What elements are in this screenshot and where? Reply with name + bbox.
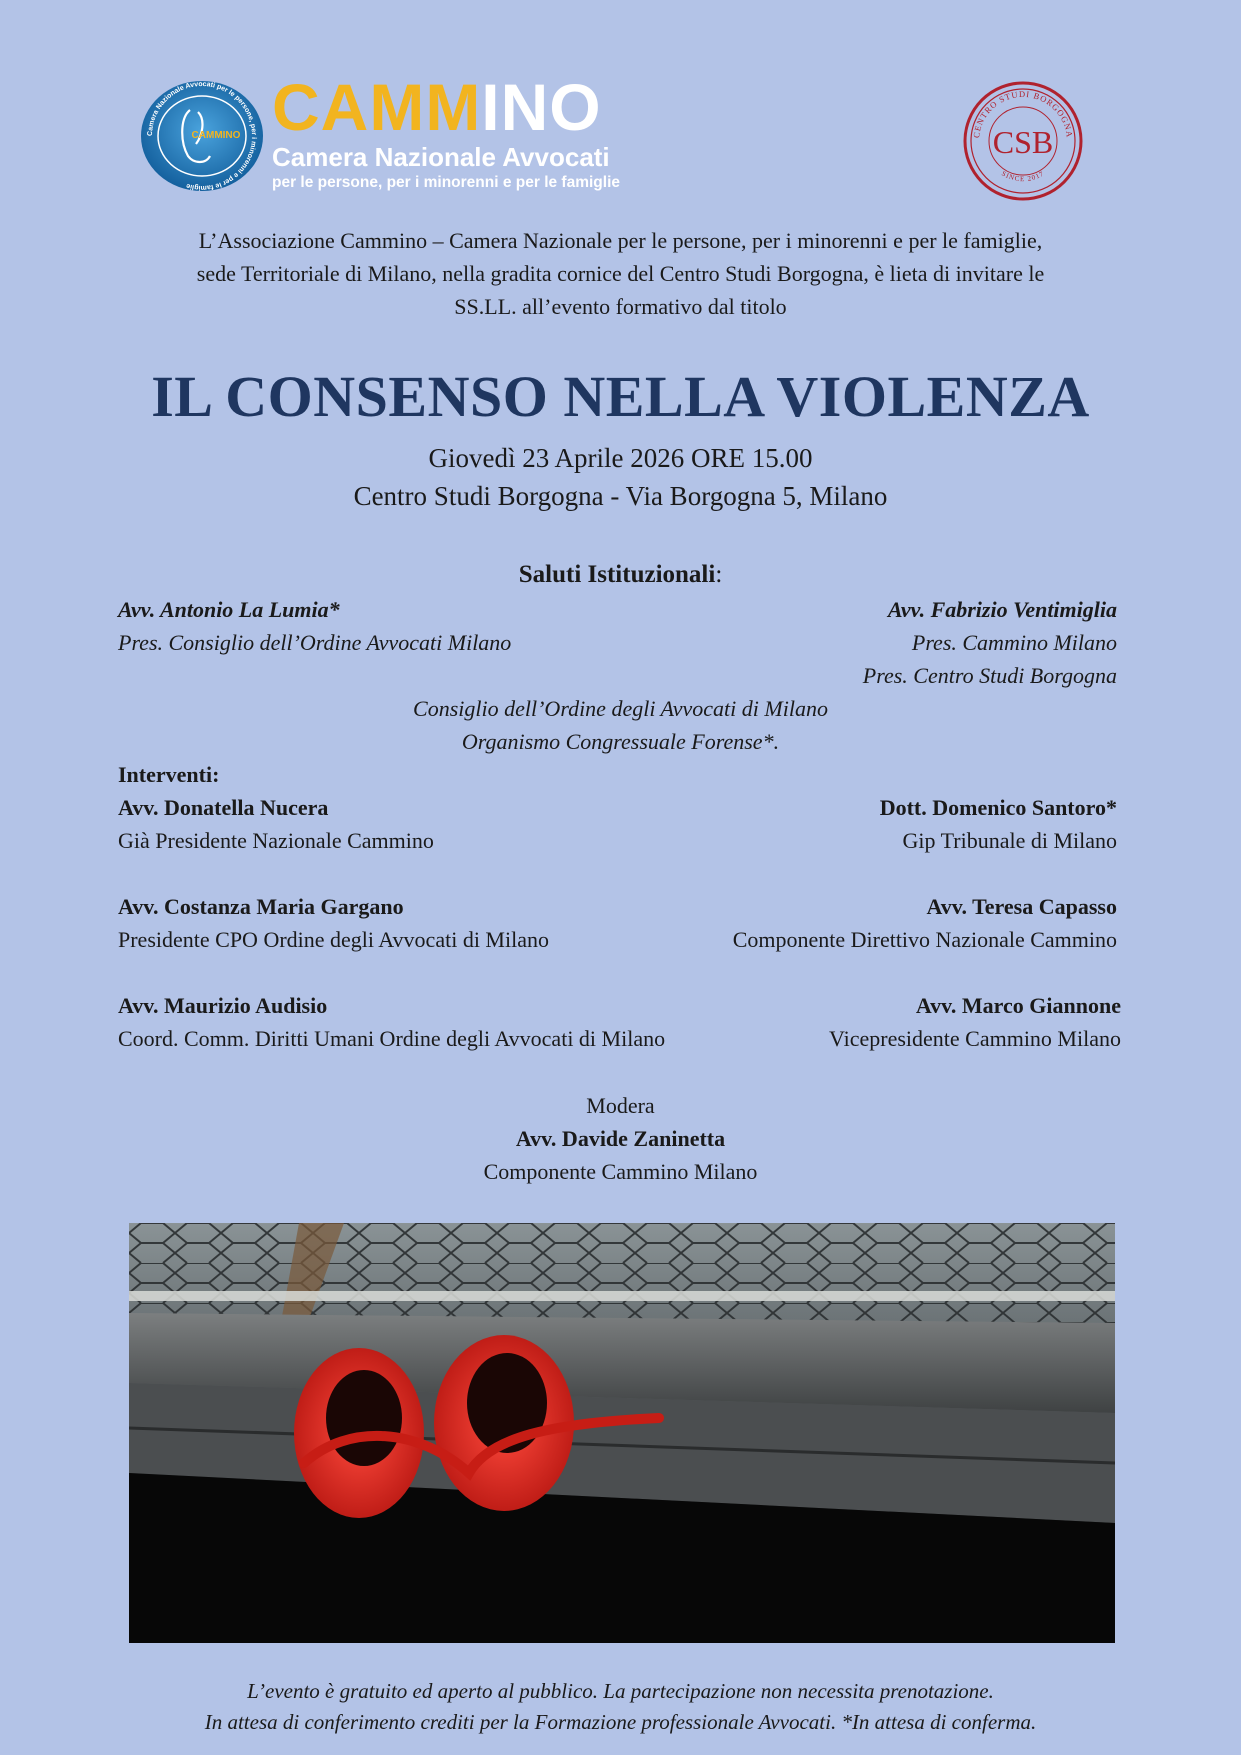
event-date: Giovedì 23 Aprile 2026 ORE 15.00 xyxy=(428,443,813,473)
interventi-label: Interventi: xyxy=(118,762,220,787)
cammino-wordmark-title xyxy=(272,72,692,142)
speaker-role: Coord. Comm. Diritti Umani Ordine degli Avvocati di Milano xyxy=(118,1026,666,1051)
event-venue: Centro Studi Borgogna - Via Borgogna 5, Milano xyxy=(353,481,888,511)
intervento-right-1 xyxy=(557,791,1117,857)
intro-line: L’Associazione Cammino – Camera Nazionale per le persone, per i minorenni e per le famiglie, xyxy=(198,228,1043,253)
footer-notes xyxy=(0,1676,1241,1738)
red-shoes-photo xyxy=(129,1223,1115,1643)
wordmark-part-1: CAM xyxy=(272,70,426,144)
speaker-name: Avv. Costanza Maria Gargano xyxy=(118,894,404,919)
saluti-heading xyxy=(0,558,1241,592)
svg-text:SINCE 2017 xyxy=(1000,170,1046,184)
intro-line: SS.LL. all’evento formativo dal titolo xyxy=(454,294,787,319)
wordmark-part-2: M xyxy=(425,70,482,144)
cammino-wordmark xyxy=(272,72,692,194)
intervento-right-2 xyxy=(637,890,1117,956)
speaker-role: Già Presidente Nazionale Cammino xyxy=(118,828,434,853)
moderator-role: Componente Cammino Milano xyxy=(483,1159,758,1184)
csb-seal-logo xyxy=(962,80,1084,202)
event-title: IL CONSENSO NELLA VIOLENZA xyxy=(151,364,1090,429)
seal-monogram: CSB xyxy=(992,124,1054,160)
saluti-heading-text: Saluti Istituzionali xyxy=(518,561,716,588)
institution-line: Organismo Congressuale Forense*. xyxy=(461,729,780,754)
moderator-label: Modera xyxy=(586,1093,655,1118)
saluti-heading-colon: : xyxy=(715,561,723,588)
speaker-role: Vicepresidente Cammino Milano xyxy=(829,1026,1121,1051)
speaker-name: Avv. Teresa Capasso xyxy=(926,894,1117,919)
speaker-role: Pres. Consiglio dell’Ordine Avvocati Milano xyxy=(118,630,512,655)
saluti-institutions xyxy=(0,692,1241,758)
emblem-ring-text: Camera Nazionale Avvocati per le persone, per i minorenni e per le famiglie xyxy=(146,80,258,192)
speaker-role: Presidente CPO Ordine degli Avvocati di Milano xyxy=(118,927,549,952)
institution-line: Consiglio dell’Ordine degli Avvocati di Milano xyxy=(413,696,828,721)
right-shoe xyxy=(434,1335,574,1511)
moderator-name: Avv. Davide Zaninetta xyxy=(515,1126,726,1151)
speaker-role: Gip Tribunale di Milano xyxy=(902,828,1117,853)
speaker-role: Pres. Centro Studi Borgogna xyxy=(862,663,1117,688)
speaker-name: Avv. Marco Giannone xyxy=(915,993,1121,1018)
cammino-wordmark-tagline: per le persone, per i minorenni e per le famiglie xyxy=(272,174,620,191)
saluti-right-speaker xyxy=(557,593,1117,692)
speaker-role: Pres. Cammino Milano xyxy=(911,630,1117,655)
cammino-wordmark-subtitle: Camera Nazionale Avvocati xyxy=(272,142,610,172)
wordmark-part-3: INO xyxy=(481,70,602,144)
cammino-emblem-logo xyxy=(140,80,264,192)
speaker-role: Componente Direttivo Nazionale Cammino xyxy=(732,927,1117,952)
moderator-block xyxy=(0,1089,1241,1188)
speaker-name: Avv. Antonio La Lumia* xyxy=(118,597,340,622)
seal-since-text: SINCE 2017 xyxy=(1000,169,1046,184)
speaker-name: Avv. Maurizio Audisio xyxy=(118,993,328,1018)
speaker-name: Avv. Donatella Nucera xyxy=(118,795,329,820)
speaker-name: Dott. Domenico Santoro* xyxy=(879,795,1117,820)
intervento-right-3 xyxy=(721,989,1121,1055)
intro-line: sede Territoriale di Milano, nella gradita cornice del Centro Studi Borgogna, è lieta di invitare le xyxy=(196,261,1045,286)
speaker-name: Avv. Fabrizio Ventimiglia xyxy=(887,597,1117,622)
seal-ring-text: CENTRO STUDI BORGOGNA xyxy=(971,88,1075,139)
footer-line: L’evento è gratuito ed aperto al pubblico. La partecipazione non necessita prenotazione. xyxy=(247,1679,994,1703)
intro-paragraph xyxy=(120,224,1121,323)
emblem-center-text: CAMMINO xyxy=(191,130,241,141)
footer-line: In attesa di conferimento crediti per la Formazione professionale Avvocati. *In attesa di conferma. xyxy=(204,1710,1037,1734)
